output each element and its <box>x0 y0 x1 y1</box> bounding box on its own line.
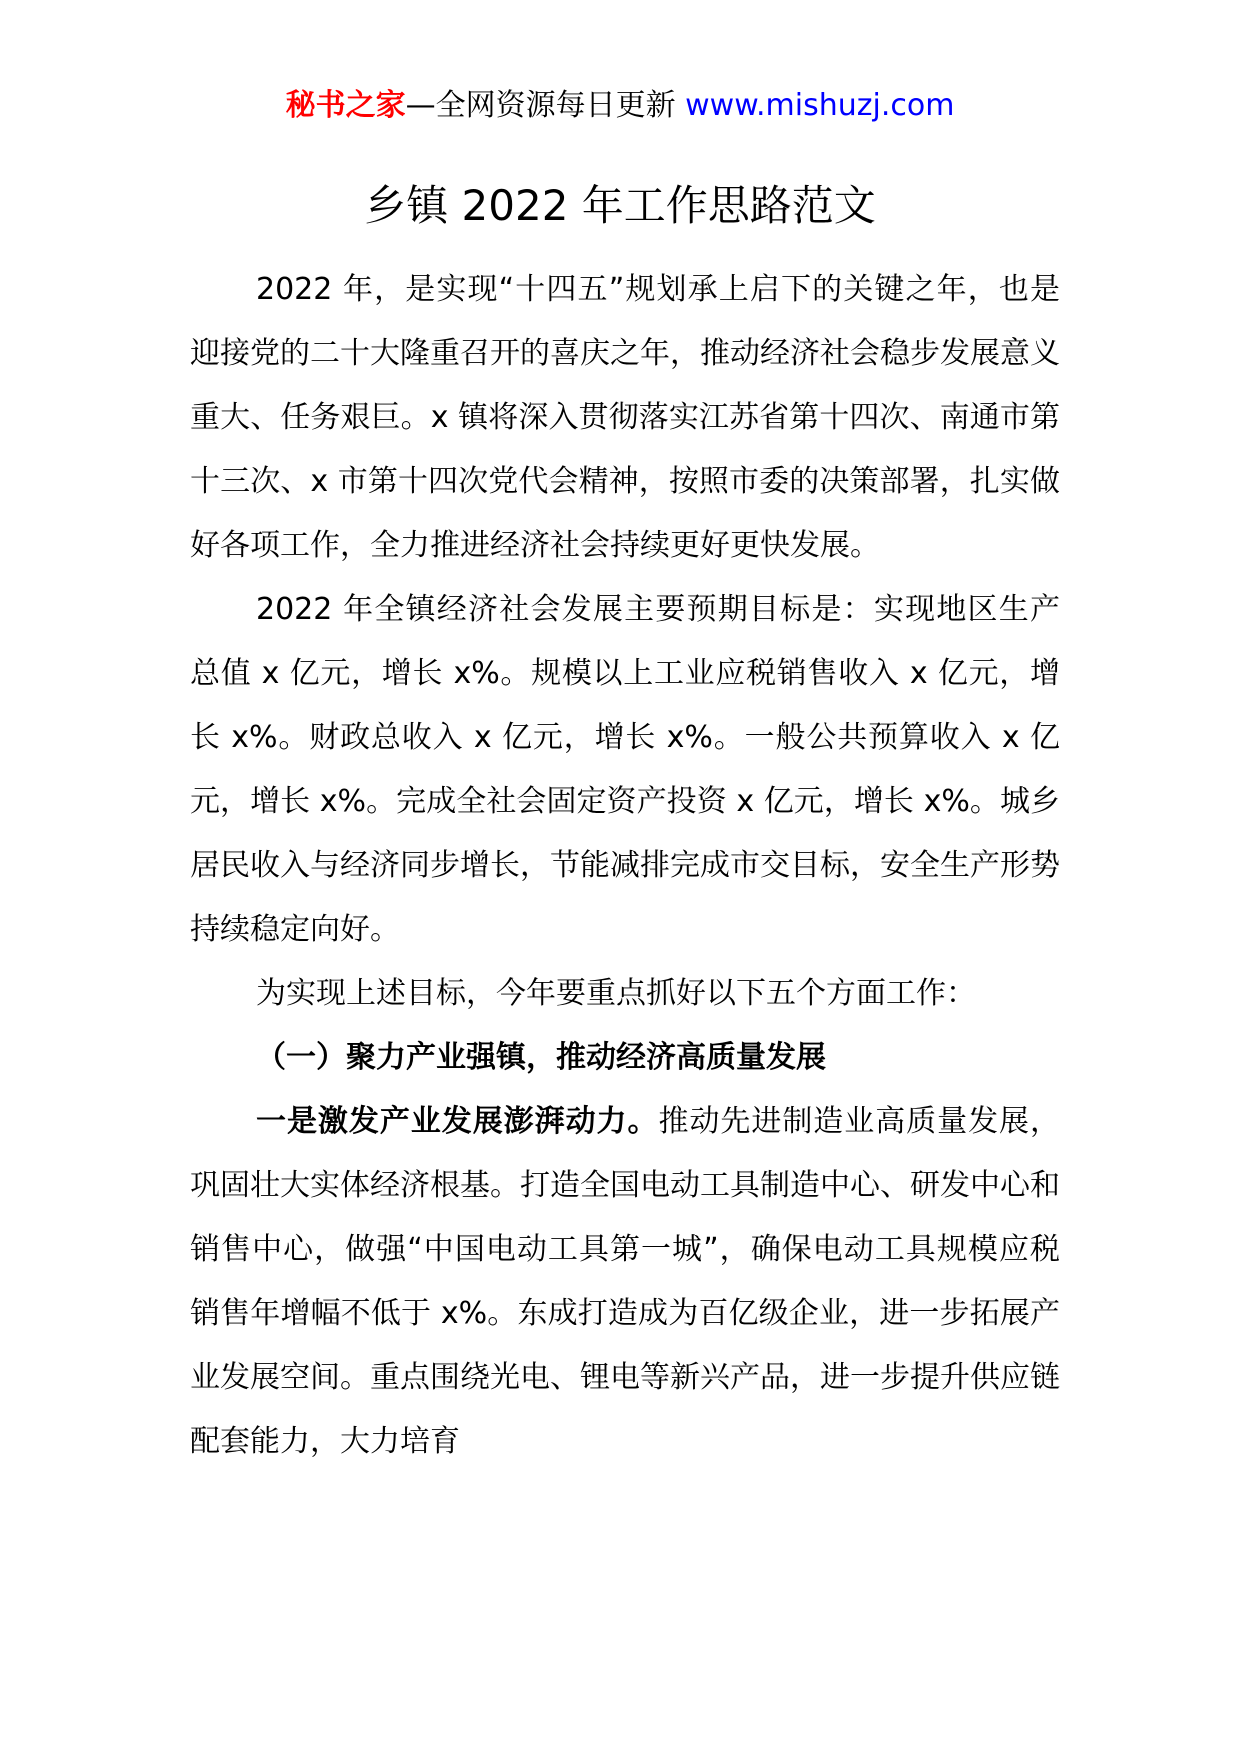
section-heading: （一）聚力产业强镇，推动经济高质量发展 <box>256 1040 826 1075</box>
paragraph-targets: 2022 年全镇经济社会发展主要预期目标是：实现地区生产总值 x 亿元，增长 x%。规模以上工业应税销售收入 x 亿元，增长 x%。财政总收入 x 亿元，增长 x%。一般公共预算收入 x 亿元，增长 x%。完成全社会固定资产投资 x 亿元，增长 x%。城乡居民收入与经济同步增长，节能减排完成市交目标，安全生产形势持续稳定向好。 <box>190 592 1060 947</box>
paragraph-lead: 一是激发产业发展澎湃动力。 <box>256 1104 659 1139</box>
document-body <box>190 258 1060 1474</box>
site-header <box>0 86 1240 126</box>
paragraph-intro: 2022 年，是实现“十四五”规划承上启下的关键之年，也是迎接党的二十大隆重召开的喜庆之年，推动经济社会稳步发展意义重大、任务艰巨。x 镇将深入贯彻落实江苏省第十四次、南通市第十三次、x 市第十四次党代会精神，按照市委的决策部署，扎实做好各项工作，全力推进经济社会持续更好更快发展。 <box>190 272 1060 563</box>
document-title: 乡镇 2022 年工作思路范文 <box>364 181 876 230</box>
paragraph-text: 推动先进制造业高质量发展，巩固壮大实体经济根基。打造全国电动工具制造中心、研发中心和销售中心，做强“中国电动工具第一城”，确保电动工具规模应税销售年增幅不低于 x%。东成打造成为百亿级企业，进一步拓展产业发展空间。重点围绕光电、锂电等新兴产品，进一步提升供应链配套能力，大力培育 <box>190 1104 1061 1459</box>
header-tagline: —全网资源每日更新 <box>405 88 686 123</box>
paragraph-industry <box>190 1090 1060 1474</box>
site-url-link[interactable]: www.mishuzj.com <box>685 88 955 123</box>
brand-name: 秘书之家 <box>285 88 406 123</box>
paragraph-focus: 为实现上述目标，今年要重点抓好以下五个方面工作： <box>256 976 976 1011</box>
